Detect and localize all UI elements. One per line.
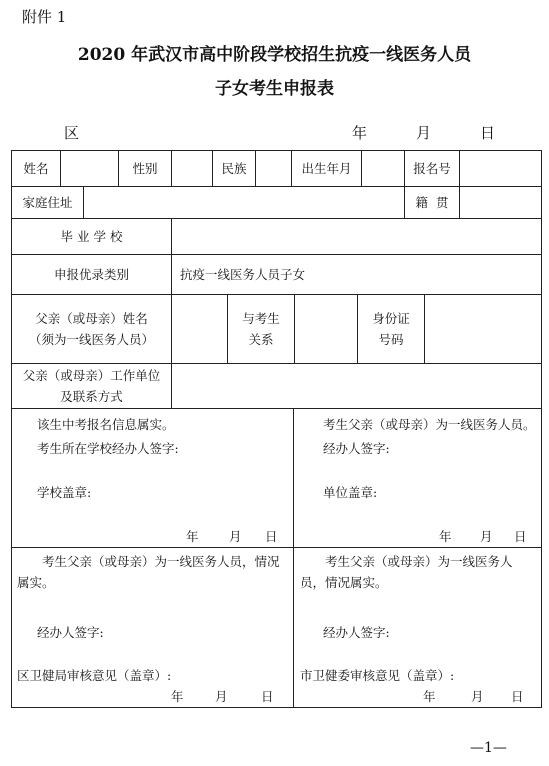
ethnicity-field[interactable] [256, 151, 291, 186]
employer-stamp-label: 单位盖章: [323, 485, 378, 500]
city-review-label: 市卫健委审核意见（盖章）: [300, 668, 455, 683]
city-signature-label: 经办人签字: [323, 625, 390, 640]
employer-date-day: 日 [514, 529, 527, 544]
home-address-field[interactable] [84, 187, 404, 218]
graduation-school-field[interactable] [172, 219, 541, 254]
form-title-line1: 2020 年武汉市高中阶段学校招生抗疫一线医务人员 [77, 45, 472, 65]
header-year-label: 年 [352, 124, 368, 142]
parent-name-label-line2: （须为一线医务人员） [28, 332, 154, 347]
category-value: 抗疫一线医务人员子女 [180, 266, 306, 282]
relation-field[interactable] [295, 295, 357, 363]
relation-label-line2: 关系 [248, 332, 274, 347]
district-review-label: 区卫健局审核意见（盖章）: [17, 668, 172, 683]
employer-date-year: 年 [439, 529, 452, 544]
parent-workplace-label [12, 364, 171, 408]
city-verify-statement: 考生父亲（或母亲）为一线医务人员，情况属实。 [300, 554, 513, 591]
native-place-field[interactable] [460, 187, 541, 218]
native-place-label: 籍 贯 [415, 194, 449, 210]
employer-signature-label: 经办人签字: [323, 441, 390, 456]
employer-verify-statement: 考生父亲（或母亲）为一线医务人员。 [323, 417, 536, 432]
district-verify-statement: 考生父亲（或母亲）为一线医务人员，情况属实。 [17, 554, 280, 591]
district-label: 区 [64, 124, 80, 142]
district-signature-label: 经办人签字: [37, 625, 104, 640]
school-stamp-label: 学校盖章: [37, 485, 92, 500]
gender-field[interactable] [172, 151, 212, 186]
relation-label [228, 295, 294, 363]
gender-label: 性别 [132, 160, 158, 176]
employer-date-month: 月 [480, 529, 493, 544]
header-day-label: 日 [480, 124, 496, 142]
application-form-table [11, 150, 542, 708]
id-number-label [358, 295, 424, 363]
page-number: —1— [470, 740, 507, 756]
ethnicity-label: 民族 [221, 160, 247, 176]
birth-date-label: 出生年月 [301, 160, 352, 176]
category-label: 申报优录类别 [53, 266, 129, 282]
name-field[interactable] [61, 151, 118, 186]
school-date-year: 年 [186, 529, 199, 544]
home-address-label: 家庭住址 [22, 194, 73, 210]
parent-name-label [12, 295, 171, 363]
form-title-line2: 子女考生申报表 [215, 79, 334, 99]
school-signature-label: 考生所在学校经办人签字: [37, 441, 179, 456]
district-date-month: 月 [215, 689, 228, 704]
parent-workplace-label-line1: 父亲（或母亲）工作单位 [22, 367, 161, 383]
district-date-year: 年 [171, 689, 184, 704]
name-label: 姓名 [23, 160, 49, 176]
school-verify-statement: 该生中考报名信息属实。 [37, 417, 175, 432]
city-date-day: 日 [511, 689, 524, 704]
school-date-day: 日 [265, 529, 278, 544]
header-month-label: 月 [416, 124, 432, 142]
id-number-label-line2: 号码 [378, 332, 404, 347]
parent-workplace-label-line2: 及联系方式 [60, 389, 123, 404]
id-number-field[interactable] [425, 295, 541, 363]
birth-date-field[interactable] [362, 151, 404, 186]
relation-label-line1: 与考生 [242, 310, 280, 326]
school-date-month: 月 [229, 529, 242, 544]
registration-number-field[interactable] [460, 151, 541, 186]
parent-workplace-field[interactable] [172, 364, 541, 408]
graduation-school-label: 毕 业 学 校 [60, 228, 123, 244]
registration-number-label: 报名号 [413, 160, 451, 176]
parent-name-label-line1: 父亲（或母亲）姓名 [35, 310, 148, 326]
district-date-day: 日 [261, 689, 274, 704]
id-number-label-line1: 身份证 [372, 310, 410, 326]
parent-name-field[interactable] [172, 295, 227, 363]
city-date-year: 年 [423, 689, 436, 704]
attachment-label: 附件 1 [22, 8, 67, 26]
city-date-month: 月 [471, 689, 484, 704]
